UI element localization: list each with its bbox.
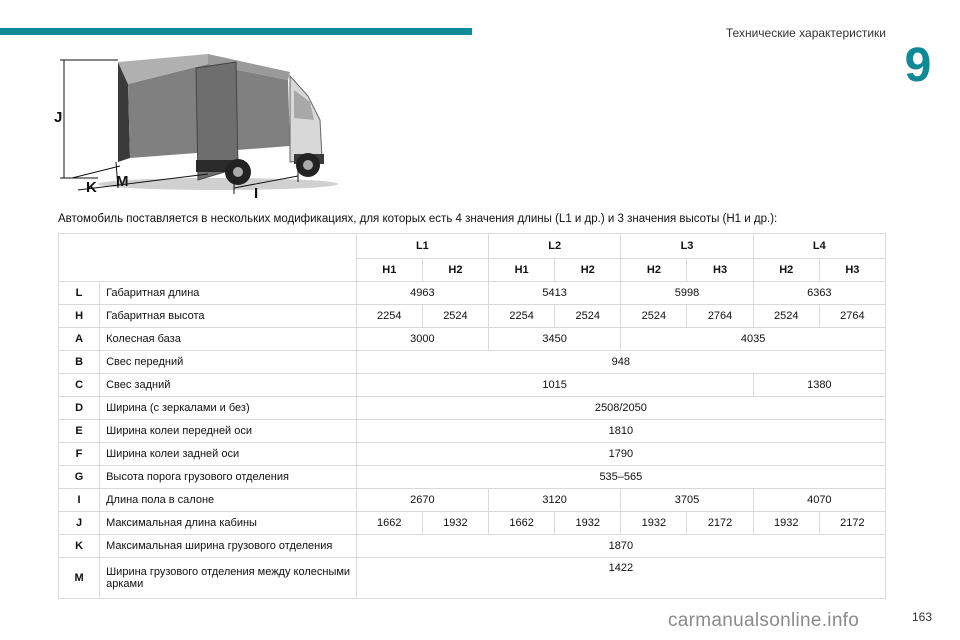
table-row — [59, 466, 886, 489]
table-row — [59, 374, 886, 397]
dimension-value: 1380 — [753, 374, 885, 397]
dimension-value: 3000 — [356, 328, 488, 351]
dimension-value: 2172 — [687, 512, 753, 535]
dimension-letter: K — [59, 535, 100, 558]
dimension-letter: F — [59, 443, 100, 466]
dimension-value: 2524 — [753, 305, 819, 328]
dimension-value: 2764 — [819, 305, 885, 328]
dimensions-table — [58, 233, 886, 599]
dimension-value: 1932 — [555, 512, 621, 535]
height-header-cell: H2 — [422, 259, 488, 282]
dimension-value: 1662 — [489, 512, 555, 535]
intro-text: Автомобиль поставляется в нескольких модификациях, для которых есть 4 значения длины (L1 и др.) и 3 значения высоты (H1 и др.): — [58, 213, 778, 225]
length-header-row — [59, 234, 886, 259]
length-header-cell: L2 — [489, 234, 621, 259]
dimension-value: 3450 — [489, 328, 621, 351]
top-accent-bar — [0, 28, 472, 35]
dimension-value: 2254 — [489, 305, 555, 328]
dimension-letter: G — [59, 466, 100, 489]
dimension-name: Габаритная длина — [100, 282, 357, 305]
dimension-value: 1932 — [422, 512, 488, 535]
dimensions-table-body — [59, 282, 886, 599]
dimension-value: 1015 — [356, 374, 753, 397]
table-row — [59, 351, 886, 374]
dimension-value: 1422 — [356, 558, 885, 599]
table-row — [59, 397, 886, 420]
dimension-name: Максимальная ширина грузового отделения — [100, 535, 357, 558]
dimension-name: Свес передний — [100, 351, 357, 374]
table-row — [59, 282, 886, 305]
page-number: 163 — [911, 610, 932, 624]
table-row — [59, 420, 886, 443]
dimension-value: 3705 — [621, 489, 753, 512]
dimension-value: 3120 — [489, 489, 621, 512]
height-header-cell: H3 — [819, 259, 885, 282]
dimension-value: 4070 — [753, 489, 885, 512]
height-header-cell: H2 — [621, 259, 687, 282]
dimension-label-k: K — [86, 179, 97, 196]
length-header-cell: L4 — [753, 234, 885, 259]
dimension-value: 948 — [356, 351, 885, 374]
dimension-value: 1662 — [356, 512, 422, 535]
table-row — [59, 328, 886, 351]
dimension-value: 2670 — [356, 489, 488, 512]
table-row — [59, 512, 886, 535]
dimension-letter: J — [59, 512, 100, 535]
dimension-value: 5413 — [489, 282, 621, 305]
height-header-cell: H2 — [753, 259, 819, 282]
dimension-value: 2524 — [555, 305, 621, 328]
dimension-label-i: I — [254, 185, 259, 202]
table-row — [59, 535, 886, 558]
dimension-value: 2764 — [687, 305, 753, 328]
dimension-letter: C — [59, 374, 100, 397]
dimension-value: 1790 — [356, 443, 885, 466]
watermark: carmanualsonline.info — [668, 610, 860, 631]
chapter-number: 9 — [904, 39, 932, 92]
dimension-label-j: J — [54, 109, 63, 126]
dimension-letter: E — [59, 420, 100, 443]
table-row — [59, 443, 886, 466]
length-header-cell: L3 — [621, 234, 753, 259]
dimension-letter: L — [59, 282, 100, 305]
dimension-value: 1870 — [356, 535, 885, 558]
dimension-name: Ширина (с зеркалами и без) — [100, 397, 357, 420]
dimension-name: Габаритная высота — [100, 305, 357, 328]
dimension-value: 4963 — [356, 282, 488, 305]
table-row — [59, 558, 886, 599]
table-row — [59, 305, 886, 328]
dimension-name: Колесная база — [100, 328, 357, 351]
van-dimensions-figure — [54, 50, 338, 202]
dimension-name: Максимальная длина кабины — [100, 512, 357, 535]
height-header-cell: H2 — [555, 259, 621, 282]
dimension-value: 5998 — [621, 282, 753, 305]
dimension-name: Ширина грузового отделения между колесными арками — [100, 558, 357, 599]
dimension-value: 1810 — [356, 420, 885, 443]
dimension-letter: B — [59, 351, 100, 374]
dimension-name: Ширина колеи задней оси — [100, 443, 357, 466]
dimension-value: 2524 — [621, 305, 687, 328]
dimension-name: Свес задний — [100, 374, 357, 397]
dimension-letter: M — [59, 558, 100, 599]
dimension-letter: H — [59, 305, 100, 328]
dimension-value: 6363 — [753, 282, 885, 305]
dimension-value: 4035 — [621, 328, 886, 351]
dimension-letter: A — [59, 328, 100, 351]
dimension-label-m: M — [116, 173, 129, 190]
height-header-cell: H1 — [356, 259, 422, 282]
dimension-value: 2524 — [422, 305, 488, 328]
section-title: Технические характеристики — [725, 26, 886, 40]
dimension-value: 1932 — [753, 512, 819, 535]
dimension-value: 2508/2050 — [356, 397, 885, 420]
height-header-cell: H3 — [687, 259, 753, 282]
dimension-name: Высота порога грузового отделения — [100, 466, 357, 489]
length-header-cell: L1 — [356, 234, 488, 259]
dimension-name: Длина пола в салоне — [100, 489, 357, 512]
dimension-value: 2172 — [819, 512, 885, 535]
dimension-value: 2254 — [356, 305, 422, 328]
table-row — [59, 489, 886, 512]
dimension-letter: D — [59, 397, 100, 420]
height-header-cell: H1 — [489, 259, 555, 282]
empty-corner-cell — [59, 234, 357, 282]
dimension-value: 1932 — [621, 512, 687, 535]
dimension-letter: I — [59, 489, 100, 512]
dimension-value: 535–565 — [356, 466, 885, 489]
dimension-name: Ширина колеи передней оси — [100, 420, 357, 443]
